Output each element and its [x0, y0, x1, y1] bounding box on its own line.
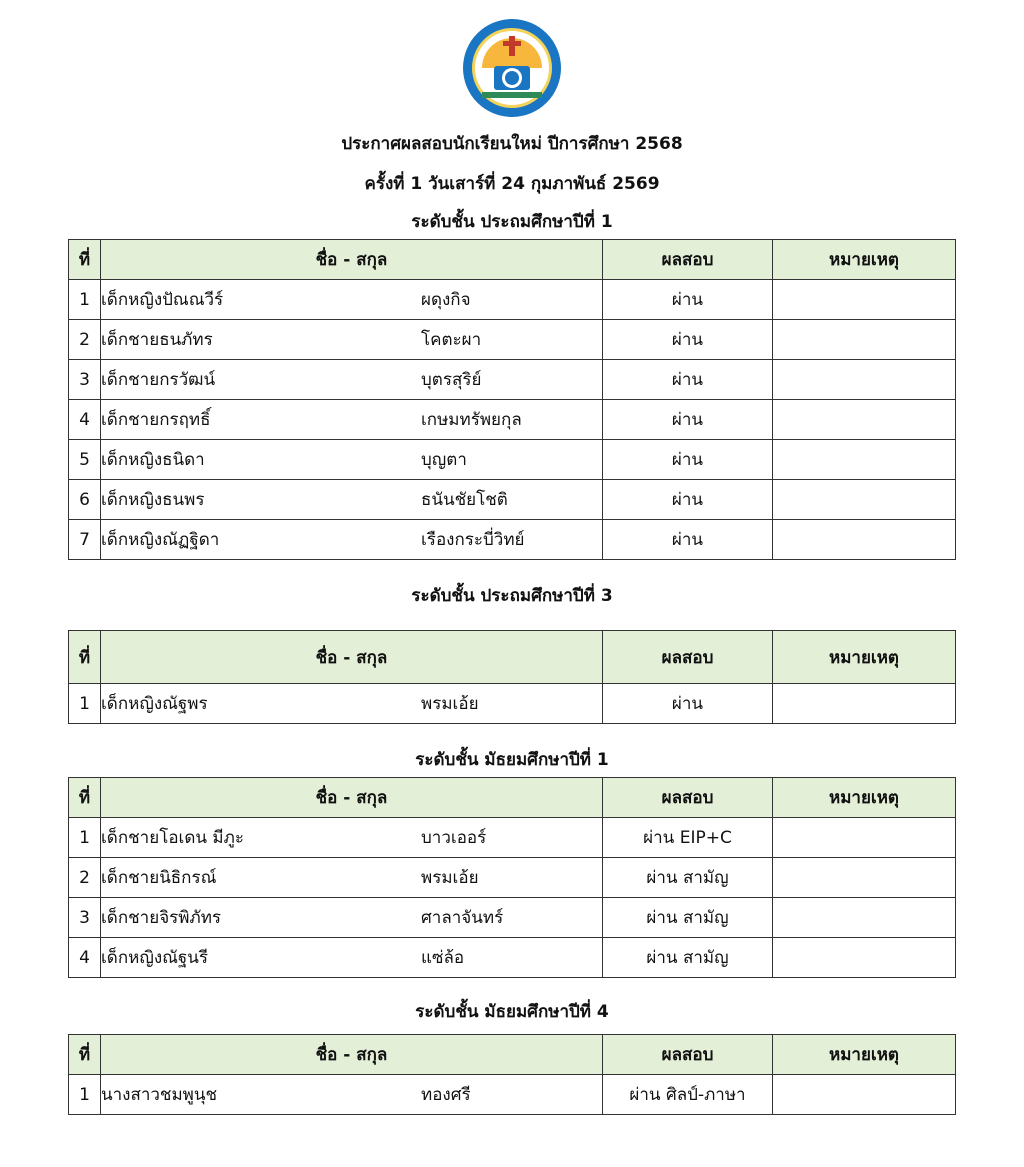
first-name: เด็กชายธนภัทร	[101, 330, 213, 350]
table-header-row	[69, 1035, 956, 1075]
section-title: ระดับชั้น มัธยมศึกษาปีที่ 4	[415, 1002, 609, 1022]
row-result: ผ่าน	[603, 320, 773, 360]
row-result: ผ่าน สามัญ	[603, 858, 773, 898]
results-table	[68, 777, 956, 978]
row-no: 2	[69, 858, 101, 898]
first-name: เด็กหญิงณัฐพร	[101, 694, 208, 714]
table-row	[69, 938, 956, 978]
first-name: เด็กชายกรวัฒน์	[101, 370, 216, 390]
row-name	[101, 520, 603, 560]
col-no: ที่	[69, 631, 101, 684]
col-remark: หมายเหตุ	[773, 778, 956, 818]
row-remark	[773, 938, 956, 978]
table-row	[69, 898, 956, 938]
last-name: เกษมทรัพยกุล	[421, 410, 522, 430]
row-remark	[773, 520, 956, 560]
row-remark	[773, 898, 956, 938]
row-name	[101, 858, 603, 898]
last-name: ผดุงกิจ	[421, 290, 471, 310]
row-name	[101, 480, 603, 520]
row-result: ผ่าน	[603, 440, 773, 480]
col-no: ที่	[69, 1035, 101, 1075]
col-name: ชื่อ - สกุล	[101, 1035, 603, 1075]
row-name	[101, 360, 603, 400]
section-title: ระดับชั้น ประถมศึกษาปีที่ 1	[411, 212, 613, 232]
table-header-row	[69, 631, 956, 684]
first-name: เด็กชายนิธิกรณ์	[101, 868, 217, 888]
row-remark	[773, 818, 956, 858]
results-table	[68, 630, 956, 724]
page-title: ประกาศผลสอบนักเรียนใหม่ ปีการศึกษา 2568	[341, 134, 683, 154]
table-row	[69, 480, 956, 520]
row-remark	[773, 280, 956, 320]
row-name	[101, 440, 603, 480]
school-logo	[462, 18, 562, 118]
row-remark	[773, 360, 956, 400]
first-name: เด็กหญิงณัฏฐิดา	[101, 530, 220, 550]
table-row	[69, 1075, 956, 1115]
row-remark	[773, 858, 956, 898]
col-result: ผลสอบ	[603, 240, 773, 280]
col-result: ผลสอบ	[603, 778, 773, 818]
last-name: บุญตา	[421, 450, 467, 470]
row-result: ผ่าน ศิลป์-ภาษา	[603, 1075, 773, 1115]
row-name	[101, 320, 603, 360]
row-result: ผ่าน สามัญ	[603, 938, 773, 978]
last-name: แซ่ล้อ	[421, 948, 465, 968]
row-no: 6	[69, 480, 101, 520]
row-no: 4	[69, 938, 101, 978]
row-name	[101, 280, 603, 320]
col-no: ที่	[69, 778, 101, 818]
table-row	[69, 400, 956, 440]
table-row	[69, 320, 956, 360]
table-row	[69, 280, 956, 320]
col-no: ที่	[69, 240, 101, 280]
row-name	[101, 938, 603, 978]
last-name: เรืองกระบี่วิทย์	[421, 530, 525, 550]
row-no: 7	[69, 520, 101, 560]
col-remark: หมายเหตุ	[773, 631, 956, 684]
col-remark: หมายเหตุ	[773, 1035, 956, 1075]
row-remark	[773, 480, 956, 520]
first-name: เด็กชายโอเดน มีภูะ	[101, 828, 244, 848]
last-name: พรมเอ้ย	[421, 694, 479, 714]
row-name	[101, 684, 603, 724]
row-result: ผ่าน EIP+C	[603, 818, 773, 858]
row-no: 2	[69, 320, 101, 360]
table-row	[69, 858, 956, 898]
row-name	[101, 818, 603, 858]
first-name: เด็กชายจิรพิภัทร	[101, 908, 222, 928]
results-table	[68, 1034, 956, 1115]
section-title: ระดับชั้น ประถมศึกษาปีที่ 3	[411, 586, 613, 606]
first-name: เด็กหญิงธนพร	[101, 490, 205, 510]
first-name: เด็กชายกรฤทธิ์	[101, 410, 211, 430]
row-no: 3	[69, 898, 101, 938]
row-name	[101, 898, 603, 938]
table-row	[69, 684, 956, 724]
last-name: บาวเออร์	[421, 828, 487, 848]
row-remark	[773, 400, 956, 440]
first-name: เด็กหญิงณัฐนรี	[101, 948, 209, 968]
row-remark	[773, 684, 956, 724]
row-no: 1	[69, 818, 101, 858]
row-remark	[773, 320, 956, 360]
row-result: ผ่าน สามัญ	[603, 898, 773, 938]
table-row	[69, 440, 956, 480]
first-name: เด็กหญิงปัณณวีร์	[101, 290, 224, 310]
table-header-row	[69, 240, 956, 280]
first-name: เด็กหญิงธนิดา	[101, 450, 205, 470]
row-no: 1	[69, 1075, 101, 1115]
table-header-row	[69, 778, 956, 818]
row-no: 4	[69, 400, 101, 440]
row-result: ผ่าน	[603, 520, 773, 560]
row-result: ผ่าน	[603, 400, 773, 440]
section-title: ระดับชั้น มัธยมศึกษาปีที่ 1	[415, 750, 609, 770]
first-name: นางสาวชมพูนุช	[101, 1085, 218, 1105]
last-name: ทองศรี	[421, 1085, 471, 1105]
row-result: ผ่าน	[603, 480, 773, 520]
row-result: ผ่าน	[603, 684, 773, 724]
col-result: ผลสอบ	[603, 631, 773, 684]
col-name: ชื่อ - สกุล	[101, 778, 603, 818]
results-table	[68, 239, 956, 560]
last-name: ธนันชัยโชติ	[421, 490, 508, 510]
table-row	[69, 520, 956, 560]
table-row	[69, 818, 956, 858]
row-result: ผ่าน	[603, 360, 773, 400]
row-no: 5	[69, 440, 101, 480]
last-name: พรมเอ้ย	[421, 868, 479, 888]
col-name: ชื่อ - สกุล	[101, 631, 603, 684]
row-remark	[773, 440, 956, 480]
last-name: ศาลาจันทร์	[421, 908, 504, 928]
row-no: 1	[69, 280, 101, 320]
last-name: โคตะผา	[421, 330, 482, 350]
col-name: ชื่อ - สกุล	[101, 240, 603, 280]
row-remark	[773, 1075, 956, 1115]
table-row	[69, 360, 956, 400]
last-name: บุตรสุริย์	[421, 370, 482, 390]
row-result: ผ่าน	[603, 280, 773, 320]
row-name	[101, 1075, 603, 1115]
row-no: 3	[69, 360, 101, 400]
page-subtitle: ครั้งที่ 1 วันเสาร์ที่ 24 กุมภาพันธ์ 2569	[364, 174, 660, 194]
row-no: 1	[69, 684, 101, 724]
col-remark: หมายเหตุ	[773, 240, 956, 280]
row-name	[101, 400, 603, 440]
col-result: ผลสอบ	[603, 1035, 773, 1075]
